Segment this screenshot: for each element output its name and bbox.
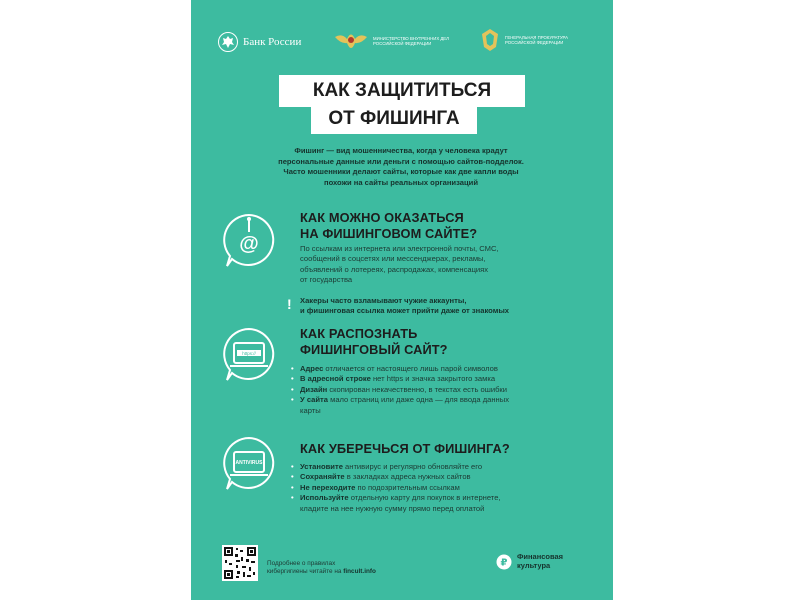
list-item	[291, 385, 591, 395]
section-1-text	[300, 244, 590, 286]
section-1-text-line: объявлений о лотереях, распродажах, компенсациях	[300, 264, 489, 274]
prokuratura-emblem-icon	[479, 28, 501, 52]
laptop-antivirus-icon	[221, 435, 277, 491]
section-2-title-line: ФИШИНГОВЫЙ САЙТ?	[300, 342, 448, 357]
footer-line	[267, 568, 407, 576]
list-item	[291, 364, 591, 374]
mvd-logo	[333, 28, 453, 54]
prok-logo	[479, 28, 585, 52]
intro-line: Фишинг — вид мошенничества, когда у человека крадут	[294, 146, 508, 155]
section-2-title-line: КАК РАСПОЗНАТЬ	[300, 326, 418, 341]
section-1-text-line: сообщений в соцсетях или мессенджерах, рекламы,	[300, 254, 486, 264]
item-text: карты	[300, 405, 321, 415]
poster	[191, 0, 613, 600]
intro-text	[241, 146, 561, 188]
item-bold: Не переходите	[300, 482, 356, 492]
warning-text	[300, 296, 590, 317]
fincult-name-line: Финансовая	[517, 552, 564, 561]
laptop-lock-icon	[221, 326, 277, 382]
fincult-logo-icon	[496, 554, 512, 570]
list-item	[291, 493, 591, 514]
svg-text:@: @	[239, 233, 259, 255]
qr-code[interactable]	[222, 545, 258, 581]
ruble-sign: ₽	[500, 557, 508, 568]
item-bold: Используйте	[300, 493, 349, 503]
header-logos	[191, 28, 613, 58]
list-item	[291, 483, 591, 493]
antivirus-label: ANTIVIRUS	[235, 460, 263, 466]
footer-text	[267, 560, 407, 576]
mvd-emblem-icon	[333, 28, 369, 54]
list-item	[291, 462, 591, 472]
item-text: кладите на нее нужную сумму прямо перед оплатой	[300, 503, 485, 513]
fincult-logo	[496, 553, 572, 570]
fincult-name	[517, 553, 572, 570]
item-bold: Установите	[300, 462, 343, 471]
title-line-1: КАК ЗАЩИТИТЬСЯ	[279, 75, 525, 107]
laptop-url-text: https://	[242, 351, 256, 356]
intro-line: персональные данные или деньги с помощью сайтов-подделок.	[278, 156, 524, 166]
item-text: нет https и значка закрытого замка	[370, 374, 496, 384]
section-1-text-line: По ссылкам из интернета или электронной почты, СМС,	[300, 244, 499, 253]
section-1-title	[300, 210, 600, 242]
phishing-hook-icon	[221, 212, 277, 268]
title-line-2: ОТ ФИШИНГА	[311, 104, 477, 134]
section-1-title-line: НА ФИШИНГОВОМ САЙТЕ?	[300, 226, 478, 241]
footer-line-text: кибергигиены читайте на	[267, 568, 344, 575]
item-bold: Сохраняйте	[300, 472, 345, 482]
list-item	[291, 374, 591, 384]
intro-line: Часто мошенники делают сайты, которые как две капли воды	[283, 167, 519, 176]
item-bold: Адрес	[300, 364, 324, 373]
section-1-title-line: КАК МОЖНО ОКАЗАТЬСЯ	[300, 210, 464, 225]
prok-name: ГЕНЕРАЛЬНАЯ ПРОКУРАТУРА РОССИЙСКОЙ ФЕДЕРАЦИИ	[505, 35, 568, 45]
section-2-title	[300, 326, 600, 358]
warning-line: и фишинговая ссылка может прийти даже от знакомых	[300, 306, 510, 316]
section-3-list	[291, 462, 591, 514]
item-text: мало страниц или даже одна — для ввода данных	[327, 395, 509, 405]
fincult-link[interactable]: fincult.info	[343, 568, 376, 575]
bank-logo	[218, 32, 301, 52]
item-bold: У сайта	[300, 395, 328, 405]
item-text: скопирован некачественно, в текстах есть ошибки	[327, 384, 507, 394]
bank-name: Банк России	[243, 36, 302, 48]
item-text: по подозрительным ссылкам	[355, 482, 460, 492]
list-item	[291, 472, 591, 482]
footer-line: Подробнее о правилах	[267, 560, 336, 567]
bank-eagle-icon	[218, 32, 238, 52]
warning-mark: !	[287, 296, 292, 312]
item-text: отдельную карту для покупок в интернете,	[348, 493, 501, 503]
list-item	[291, 395, 591, 416]
section-3-title: КАК УБЕРЕЧЬСЯ ОТ ФИШИНГА?	[300, 441, 510, 456]
mvd-name: МИНИСТЕРСТВО ВНУТРЕННИХ ДЕЛ РОССИЙСКОЙ ФЕДЕРАЦИИ	[373, 36, 449, 46]
fincult-name-line: культура	[517, 560, 551, 570]
item-bold: В адресной строке	[300, 374, 371, 384]
item-text: отличается от настоящего лишь парой символов	[323, 364, 498, 373]
section-2-list	[291, 364, 591, 416]
item-text: антивирус и регулярно обновляйте его	[342, 462, 483, 471]
warning-line: Хакеры часто взламывают чужие аккаунты,	[300, 296, 467, 305]
item-bold: Дизайн	[300, 384, 328, 394]
section-1-text-line: от государства	[300, 275, 353, 285]
item-text: в закладках адреса нужных сайтов	[344, 472, 471, 482]
intro-line: похожи на сайты реальных организаций	[323, 177, 478, 187]
